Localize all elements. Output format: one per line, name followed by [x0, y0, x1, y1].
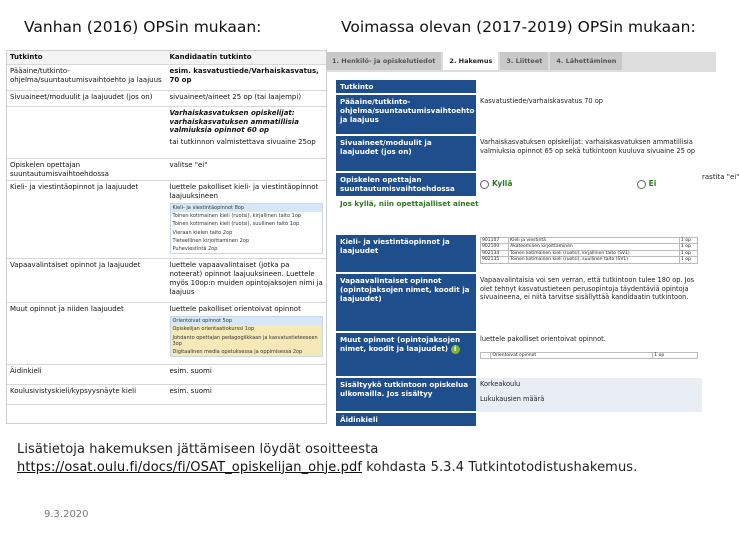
- right-heading: Voimassa olevan (2017-2019) OPSin mukaan:: [341, 18, 696, 36]
- table-row: [7, 365, 326, 385]
- form-row: [336, 413, 702, 427]
- course-name: Kieli ja viestintä: [509, 238, 680, 244]
- row-value: [167, 303, 327, 365]
- row-value: esim. suomi: [167, 385, 327, 405]
- field-label: Vapaavalintaiset opinnot (opintojaksojen nimet, koodit ja laajuudet): [336, 274, 476, 332]
- course-code: 902100: [481, 244, 509, 250]
- row-value: valitse "ei": [167, 158, 327, 181]
- table-header-row: [7, 51, 326, 64]
- list-item: Toinen kotimainen kieli (ruotsi), kirjallinen taito 1op: [172, 213, 302, 219]
- row-value: [167, 106, 327, 158]
- form-tabs: [326, 52, 716, 72]
- row-label: Sivuaineet/moduulit ja laajuudet (jos on): [7, 90, 167, 106]
- row-value: luettele vapaavalintaiset (jotka pa noteerat) opinnot laajuuksineen. Luettele myös 10op:n muiden opintojaksojen nimi ja laajuus: [167, 259, 327, 303]
- row-value-text: luettele pakolliset orientoivat opinnot: [169, 305, 301, 314]
- course-code: [481, 352, 491, 358]
- info-line: Lisätietoja hakemuksen jättämiseen löydät osoitteesta: [17, 442, 379, 457]
- list-item: Toinen kotimainen kieli (ruotsi), suullinen taito 1op: [172, 221, 300, 228]
- university-field-label: Korkeakoulu: [480, 380, 521, 388]
- list-item: Opiskelijan orientaatiokurssi 1op: [171, 325, 323, 333]
- field-label: Opiskelen opettajan suuntautumisvaihtoehdossa: [336, 173, 476, 197]
- course-name: Akateeminen kirjoittaminen: [509, 244, 680, 250]
- tab-attachments[interactable]: 3. Liitteet: [500, 52, 548, 70]
- radio-no[interactable]: [637, 180, 646, 189]
- language-studies-table: [480, 237, 698, 264]
- tab-personal-info[interactable]: 1. Henkilö- ja opiskelutiedot: [326, 52, 441, 70]
- radio-yes-label: Kyllä: [492, 179, 513, 188]
- field-value: [476, 80, 702, 94]
- table-row: [7, 158, 326, 181]
- row-label: Opiskelen opettajan suuntautumisvaihtoehdossa: [7, 158, 167, 181]
- form-row: [336, 235, 702, 273]
- course-name: Orientoivat opinnot: [491, 352, 653, 358]
- row-label: Kieli- ja viestintäopinnot ja laajuudet: [7, 181, 167, 259]
- course-credits: 1 op: [680, 244, 698, 250]
- row-label: Muut opinnot ja niiden laajuudet: [7, 303, 167, 365]
- row-value: [167, 181, 327, 259]
- table-row: [481, 257, 698, 263]
- field-label: Sivuaineet/moduulit ja laajuudet (jos on): [336, 136, 476, 172]
- list-item: Orientoivat opinnot 5op: [171, 317, 323, 325]
- guide-link[interactable]: https://osat.oulu.fi/docs/fi/OSAT_opiskelijan_ohje.pdf: [17, 459, 362, 475]
- form-row: [336, 173, 702, 197]
- form-row: [336, 274, 702, 332]
- row-value: esim. suomi: [167, 365, 327, 385]
- course-credits: 1 op: [680, 257, 698, 263]
- course-code: 902135: [481, 257, 509, 263]
- info-text: [17, 441, 707, 476]
- field-label: Jos kyllä, niin opettajalliset aineet: [336, 198, 702, 234]
- tab-submit[interactable]: 4. Lähettäminen: [550, 52, 622, 70]
- row-label: Pääaine/tutkinto-ohjelma/suuntautumisvaihtoehto ja laajuus: [7, 64, 167, 90]
- list-item: Digitaalinen media opetuksessa ja oppimisessa 2op: [171, 348, 323, 356]
- header-cell: Kandidaatin tutkinto: [167, 51, 327, 64]
- info-icon[interactable]: i: [451, 345, 460, 354]
- list-item: Johdanto opettajan pedagogiikkaan ja kasvatustieteeseen 3op: [171, 334, 323, 349]
- table-row: [7, 259, 326, 303]
- radio-yes[interactable]: [480, 180, 489, 189]
- form-row: [336, 136, 702, 172]
- form-row: [336, 378, 702, 412]
- row-label: [7, 106, 167, 158]
- table-row: [7, 64, 326, 90]
- course-name: Toinen kotimainen kieli (ruotsi), suullinen taito (SV1): [509, 257, 680, 263]
- table-row: [7, 385, 326, 405]
- other-studies-table: [480, 352, 698, 359]
- table-row: [7, 106, 326, 158]
- list-item: Puheviestintä 2op: [172, 246, 218, 252]
- radio-no-label: Ei: [648, 179, 657, 188]
- current-ops-form-screenshot: [326, 50, 716, 430]
- list-item: Vieraan kielen taito 2op: [172, 229, 233, 236]
- application-form: [336, 80, 702, 430]
- row-value-extra: tai tutkinnon valmistettava sivuaine 25op: [169, 138, 316, 146]
- field-label: [336, 333, 476, 377]
- teacher-track-options: [476, 173, 702, 197]
- left-heading: Vanhan (2016) OPSin mukaan:: [24, 18, 262, 36]
- field-hint: luettele pakolliset orientoivat opinnot.: [480, 335, 606, 343]
- field-label: Pääaine/tutkinto-ohjelma/suuntautumisvaihtoehto ja laajuus: [336, 95, 476, 135]
- electives-field[interactable]: Vapaavalintaisia voi sen verran, että tutkintoon tulee 180 op. Jos olet tehnyt kasvatustieteen perusopintoja täydentäviä opintoja sivuaineena, ei niitä tarvitse sisällyttää kandidaatin tutkintoon.: [476, 274, 702, 332]
- other-studies-field: [476, 333, 702, 377]
- row-value-text: luettele pakolliset kieli- ja viestintäopinnot laajuuksineen: [169, 183, 319, 200]
- header-cell: Tutkinto: [7, 51, 167, 64]
- form-row: [336, 333, 702, 377]
- mother-tongue-field[interactable]: [476, 413, 702, 427]
- table-row: [7, 181, 326, 259]
- course-code: 902134: [481, 250, 509, 256]
- row-value: sivuaineet/aineet 25 op (tai laajempi): [167, 90, 327, 106]
- row-value: esim. kasvatustiede/Varhaiskasvatus, 70 op: [167, 64, 327, 90]
- row-value-bold: Varhaiskasvatuksen opiskelijat: varhaiskasvatuksen ammatillisia valmiuksia opinnot 60 op: [169, 108, 299, 135]
- form-row: [336, 95, 702, 135]
- form-row: [336, 80, 702, 94]
- table-row: [7, 303, 326, 365]
- semesters-field-label: Lukukausien määrä: [480, 394, 545, 403]
- row-label: Vapaavalintaiset opinnot ja laajuudet: [7, 259, 167, 303]
- tab-application[interactable]: 2. Hakemus: [443, 52, 498, 70]
- field-label: Kieli- ja viestintäopinnot ja laajuudet: [336, 235, 476, 273]
- table-row: [481, 352, 698, 358]
- field-label-text: Muut opinnot (opintojaksojen nimet, koodit ja laajuudet): [340, 335, 461, 353]
- other-course-list: [170, 316, 324, 357]
- side-note: rastita "ei": [702, 173, 739, 181]
- course-credits: 1 op: [680, 238, 698, 244]
- slide-date: 9.3.2020: [44, 509, 89, 520]
- field-label: Tutkinto: [336, 80, 476, 94]
- field-label: Äidinkieli: [336, 413, 476, 427]
- list-item: Kieli- ja viestintäopinnot 8op: [171, 204, 323, 212]
- field-label: Sisältyykö tutkintoon opiskelua ulkomailla. Jos sisältyy: [336, 378, 476, 412]
- list-item: Tieteellinen kirjoittaminen 2op: [172, 237, 249, 244]
- course-code: 901107: [481, 238, 509, 244]
- minors-field[interactable]: Varhaiskasvatuksen opiskelijat: varhaiskasvatuksen ammatillisia valmiuksia opinnot 65 op sekä tutkintoon kuuluva sivuaine 25 op: [476, 136, 702, 172]
- language-studies-field: [476, 235, 702, 273]
- course-credits: 1 op: [680, 250, 698, 256]
- major-field[interactable]: Kasvatustiede/varhaiskasvatus 70 op: [476, 95, 702, 135]
- old-ops-form-screenshot: [6, 50, 327, 424]
- abroad-fields: [476, 378, 702, 412]
- info-suffix: kohdasta 5.3.4 Tutkintotodistushakemus.: [362, 459, 638, 475]
- course-credits: 1 op: [653, 352, 698, 358]
- row-label: Äidinkieli: [7, 365, 167, 385]
- row-label: Koulusivistyskieli/kypsyysnäyte kieli: [7, 385, 167, 405]
- old-form-table: [7, 51, 326, 405]
- course-name: Toinen kotimainen kieli (ruotsi), kirjallinen taito (SV1): [509, 250, 680, 256]
- language-course-list: [170, 203, 324, 255]
- table-row: [7, 90, 326, 106]
- form-row: [336, 198, 702, 234]
